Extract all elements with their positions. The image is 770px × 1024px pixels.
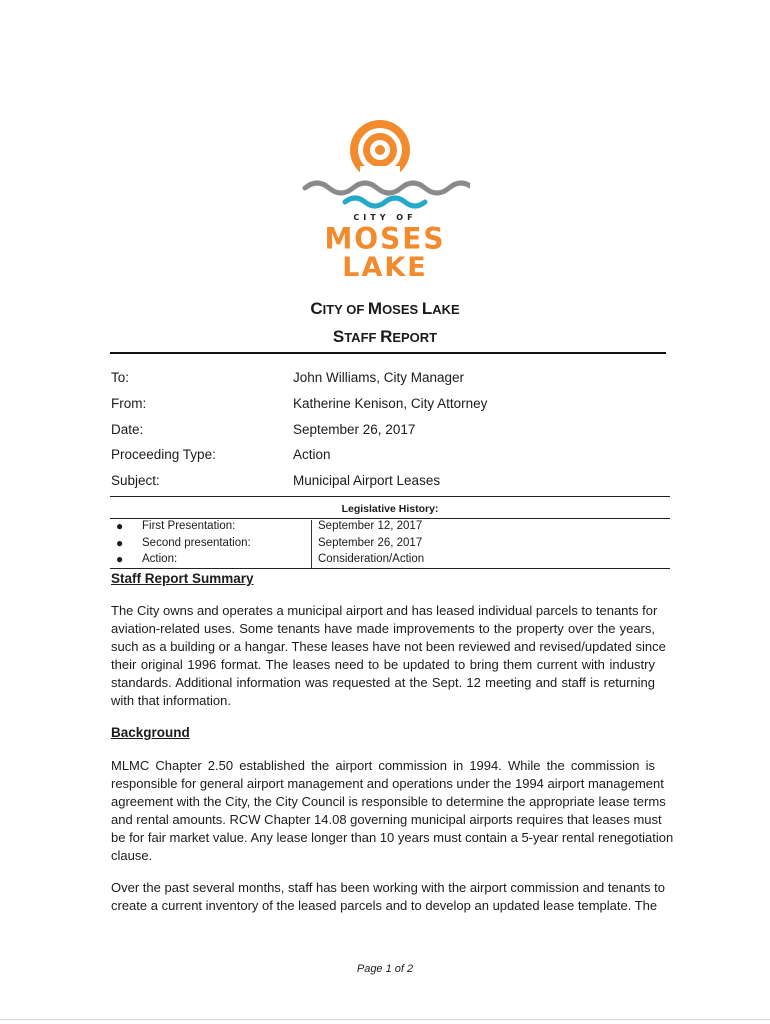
title-divider: [110, 352, 666, 354]
text-line: be for fair market value. Any lease longer than 10 years must contain a 5-year rental renegotiation: [111, 830, 674, 845]
legislative-history-title: Legislative History:: [341, 503, 439, 515]
text-line: standards. Additional information was requested at the Sept. 12 meeting and staff is returning: [111, 675, 655, 690]
header-label: Proceeding Type:: [111, 447, 216, 462]
header-label: Date:: [111, 422, 144, 437]
page-edge: [0, 1019, 770, 1020]
sun-spiral-icon: [350, 120, 410, 182]
background-paragraph-2: [111, 879, 665, 915]
text-line: create a current inventory of the leased parcels and to develop an updated lease template. The: [111, 898, 658, 913]
header-row-from: [111, 396, 671, 416]
header-label: From:: [111, 396, 147, 411]
text-line: The City owns and operates a municipal airport and has leased individual parcels to tenants for: [111, 603, 658, 618]
header-row-to: [111, 370, 671, 390]
header-value: September 26, 2017: [293, 422, 416, 437]
text-line: agreement with the City, the City Council is responsible to determine the appropriate lease terms: [111, 794, 666, 809]
legislative-date: September 12, 2017: [318, 520, 423, 532]
document-title-city: CITY OF MOSES LAKE: [310, 299, 460, 318]
text-line: and rental amounts. RCW Chapter 14.08 governing municipal airports requires that leases must: [111, 812, 662, 827]
wave-gray-icon: [305, 183, 470, 193]
bullet-icon: ●: [116, 552, 124, 566]
legislative-divider-top: [110, 518, 670, 519]
logo-city-of: CITY OF: [353, 213, 417, 222]
bullet-icon: ●: [116, 536, 124, 550]
legislative-row: [110, 537, 670, 553]
summary-heading: Staff Report Summary: [111, 571, 254, 586]
header-row-proceeding-type: [111, 447, 671, 467]
legislative-date: Consideration/Action: [318, 553, 425, 565]
logo-lake: LAKE: [342, 252, 428, 283]
text-line: MLMC Chapter 2.50 established the airport commission in 1994. While the commission is: [111, 758, 655, 773]
text-line: with that information.: [111, 693, 231, 708]
legislative-date: September 26, 2017: [318, 537, 423, 549]
background-paragraph-1: [111, 757, 674, 865]
legislative-row: [110, 553, 670, 569]
header-label: To:: [111, 370, 130, 385]
text-line: such as a building or a hangar. These leases have not been reviewed and revised/updated since: [111, 639, 666, 654]
wave-blue-icon: [345, 198, 425, 206]
header-value: Municipal Airport Leases: [293, 473, 441, 488]
legislative-item: Second presentation:: [142, 537, 251, 549]
bullet-icon: ●: [116, 519, 124, 533]
header-divider: [110, 496, 670, 497]
header-value: Action: [293, 447, 331, 462]
header-row-subject: [111, 473, 671, 493]
header-row-date: [111, 422, 671, 442]
summary-paragraph: [111, 602, 666, 710]
legislative-row: [110, 520, 670, 536]
page-number: Page 1 of 2: [356, 963, 414, 975]
text-line: their original 1996 format. The leases need to be updated to bring them current with industry: [111, 657, 655, 672]
legislative-item: First Presentation:: [142, 520, 236, 532]
header-value: Katherine Kenison, City Attorney: [293, 396, 488, 411]
legislative-divider-bottom: [110, 568, 670, 569]
text-line: responsible for general airport management and operations under the 1994 airport management: [111, 776, 664, 791]
text-line: aviation-related uses. Some tenants have made improvements to the property over the years,: [111, 621, 655, 636]
text-line: clause.: [111, 848, 153, 863]
legislative-item: Action:: [142, 553, 178, 565]
logo-moses: MOSES: [324, 221, 446, 256]
header-value: John Williams, City Manager: [293, 370, 465, 385]
text-line: Over the past several months, staff has been working with the airport commission and tenants to: [111, 880, 665, 895]
header-label: Subject:: [111, 473, 160, 488]
document-title-staff-report: STAFF REPORT: [332, 327, 438, 346]
background-heading: Background: [111, 725, 190, 740]
